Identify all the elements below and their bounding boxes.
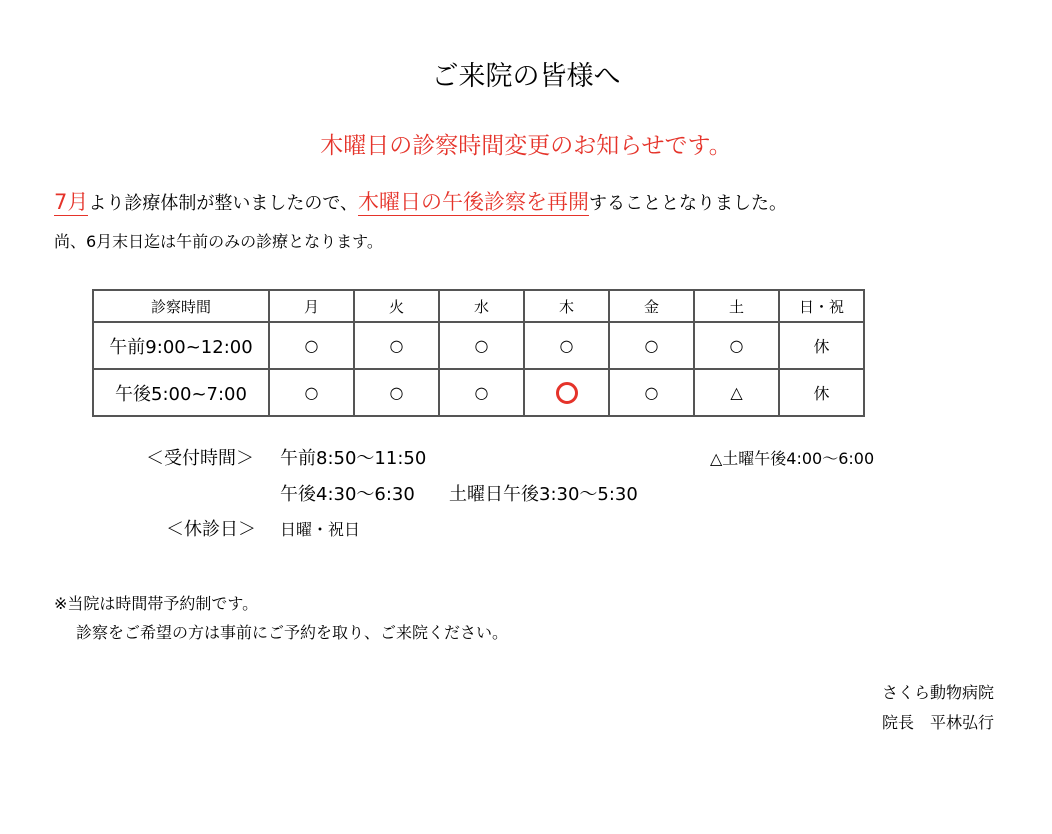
header-sun-holiday: 日・祝	[779, 290, 864, 322]
director-name: 院長 平林弘行	[881, 713, 994, 732]
cell-mark: ○	[439, 369, 524, 416]
reception-morning: 午前8:50〜11:50	[280, 448, 427, 469]
schedule-row-morning	[93, 322, 864, 369]
cell-mark: ○	[269, 322, 354, 369]
appointment-line-1: ※当院は時間帯予約制です。	[54, 594, 259, 613]
cell-mark: ○	[354, 322, 439, 369]
clinic-name: さくら動物病院	[881, 683, 994, 702]
notice-line-1	[54, 186, 787, 216]
red-circle-mark	[556, 382, 578, 404]
header-mon: 月	[269, 290, 354, 322]
notice-text-part2: することとなりました。	[589, 193, 788, 214]
header-fri: 金	[609, 290, 694, 322]
month-highlight: 7月	[54, 190, 89, 214]
header-thu: 木	[524, 290, 609, 322]
header-tue: 火	[354, 290, 439, 322]
notice-subtitle: 木曜日の診察時間変更のお知らせです。	[320, 133, 732, 159]
notice-line-2: 尚、6月末日迄は午前のみの診療となります。	[54, 232, 383, 251]
cell-closed: 休	[779, 322, 864, 369]
row-label: 午後5:00~7:00	[93, 369, 269, 416]
cell-mark: ○	[609, 322, 694, 369]
saturday-triangle-note: △土曜午後4:00〜6:00	[710, 449, 875, 468]
closed-days: 日曜・祝日	[280, 520, 361, 539]
cell-mark: ○	[439, 322, 524, 369]
cell-mark: ○	[524, 322, 609, 369]
cell-mark: ○	[609, 369, 694, 416]
schedule-table	[92, 289, 865, 417]
reception-saturday: 土曜日午後3:30〜5:30	[449, 484, 638, 505]
cell-mark: ○	[269, 369, 354, 416]
row-label: 午前9:00~12:00	[93, 322, 269, 369]
cell-mark: ○	[694, 322, 779, 369]
header-hours: 診察時間	[93, 290, 269, 322]
header-wed: 水	[439, 290, 524, 322]
cell-mark: ○	[354, 369, 439, 416]
closed-label: ＜休診日＞	[166, 519, 256, 540]
reception-afternoon: 午後4:30〜6:30	[280, 484, 415, 505]
reception-label: ＜受付時間＞	[146, 448, 254, 469]
cell-closed: 休	[779, 369, 864, 416]
cell-thursday-reopen	[524, 369, 609, 416]
cell-triangle: △	[694, 369, 779, 416]
header-sat: 土	[694, 290, 779, 322]
page-title: ご来院の皆様へ	[431, 61, 621, 92]
schedule-row-afternoon	[93, 369, 864, 416]
schedule-header-row	[93, 290, 864, 322]
appointment-line-2: 診察をご希望の方は事前にご予約を取り、ご来院ください。	[76, 623, 509, 642]
notice-text-part1: より診療体制が整いましたので、	[88, 193, 359, 214]
thursday-highlight: 木曜日の午後診察を再開	[358, 190, 590, 214]
